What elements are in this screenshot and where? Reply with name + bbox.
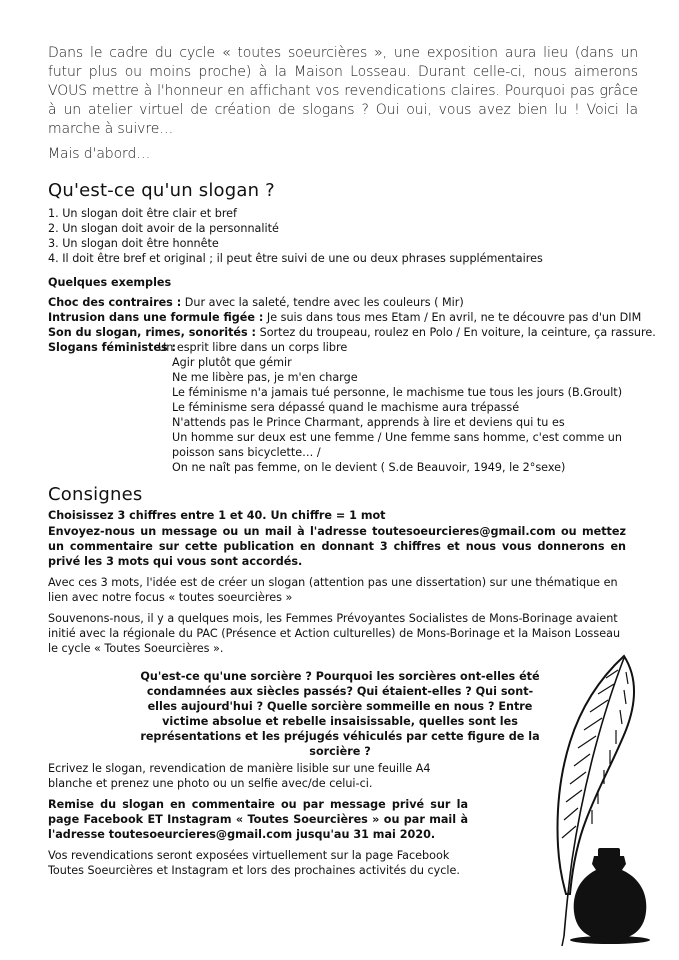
intro-mais-dabord: Mais d'abord… (48, 146, 151, 162)
example-text: Sortez du troupeau, roulez en Polo / En voiture, la ceinture, ça rassure. (256, 326, 656, 339)
consigne-write: Ecrivez le slogan, revendication de manière lisible sur une feuille A4 blanche et prenez une photo ou un selfie avec/de celui-ci. (48, 762, 431, 790)
quill-and-inkwell-icon (528, 650, 658, 950)
consigne-history: Souvenons-nous, il y a quelques mois, les Femmes Prévoyantes Socialistes de Mons-Borinage avaient initié avec la régionale du PAC (Présence et Action culturelles) de Mons-Borinage et la Maison Losseau le cycle « Toutes Soeurcières ». (48, 612, 621, 655)
examples-heading: Quelques exemples (48, 276, 172, 289)
consignes-title: Consignes (48, 484, 143, 505)
feminist-slogan: Un homme sur deux est une femme / Une femme sans homme, c'est comme un poisson sans bicyclette… / (172, 431, 622, 459)
consigne-exhibit: Vos revendications seront exposées virtuellement sur la page Facebook Toutes Soeurcières et Instagram et lors des prochaines activités du cycle. (48, 849, 460, 877)
feminist-slogan: Le féminisme sera dépassé quand le machisme aura trépassé (172, 401, 520, 414)
consigne-choose: Choisissez 3 chiffres entre 1 et 40. Un chiffre = 1 mot (48, 509, 386, 522)
feminist-slogan: Agir plutôt que gémir (172, 356, 292, 369)
feminist-slogan-lines (172, 355, 642, 475)
slogan-rule: 3. Un slogan doit être honnête (48, 237, 219, 250)
feminist-slogan: Le féminisme n'a jamais tué personne, le machisme tue tous les jours (B.Groult) (172, 386, 623, 399)
feminist-slogan: N'attends pas le Prince Charmant, apprends à lire et deviens qui tu es (172, 416, 565, 429)
example-row (48, 295, 648, 310)
intro-text (48, 44, 638, 164)
example-row (48, 310, 648, 325)
feminist-slogans-label: Slogans féministes : (48, 341, 177, 354)
slogan-rules-list (48, 206, 648, 266)
feminist-slogan: On ne naît pas femme, on le devient ( S.de Beauvoir, 1949, le 2°sexe) (172, 461, 566, 474)
example-row (48, 325, 656, 340)
example-label: Intrusion dans une formule figée : (48, 311, 264, 324)
consigne-send: Envoyez-nous un message ou un mail à l'adresse toutesoeurcieres@gmail.com ou mettez un commentaire sur cette publication en donnant 3 chiffres et nous vous donnerons en privé les 3 mots qui vous sont accordés. (48, 525, 626, 568)
examples-list (48, 295, 656, 340)
consigne-idea: Avec ces 3 mots, l'idée est de créer un slogan (attention pas une dissertation) sur une thématique en lien avec notre focus « toutes soeurcières » (48, 576, 618, 604)
intro-paragraph: Dans le cadre du cycle « toutes soeurcières », une exposition aura lieu (dans un futur plus ou moins proche) à la Maison Losseau. Durant celle-ci, nous aimerons VOUS mettre à l'honneur en affichant vos revendications claires. Pourquoi pas grâce à un atelier virtuel de création de slogans ? Oui oui, vous avez bien lu ! Voici la marche à suivre… (48, 45, 638, 137)
feminist-slogan: Ne me libère pas, je m'en charge (172, 371, 358, 384)
consigne-submit: Remise du slogan en commentaire ou par message privé sur la page Facebook ET Instagram « Toutes Soeurcières » ou par mail à l'adresse toutesoeurcieres@gmail.com jusqu'au 31 mai 2020. (48, 798, 468, 841)
sorciere-question: Qu'est-ce qu'une sorcière ? Pourquoi les sorcières ont-elles été condamnées aux siècles passés? Qui étaient-elles ? Qui sont-elles aujourd'hui ? Quelle sorcière sommeille en nous ? Entre victime absolue et rebelle insaisissable, quelles sont les représentations et les préjugés véhiculés par cette figure de la sorcière ? (140, 670, 540, 758)
example-label: Son du slogan, rimes, sonorités : (48, 326, 257, 339)
slogan-rule: 2. Un slogan doit avoir de la personnalité (48, 222, 279, 235)
example-label: Choc des contraires : (48, 296, 182, 309)
slogan-section-title: Qu'est-ce qu'un slogan ? (48, 180, 275, 201)
slogan-rule: 4. Il doit être bref et original ; il peut être suivi de une ou deux phrases supplémentaires (48, 252, 543, 265)
example-text: Je suis dans tous mes Etam / En avril, ne te découvre pas d'un DIM (263, 311, 642, 324)
example-text: Dur avec la saleté, tendre avec les couleurs ( Mir) (181, 296, 464, 309)
slogan-rule: 1. Un slogan doit être clair et bref (48, 207, 237, 220)
feminist-slogan: Un esprit libre dans un corps libre (158, 341, 348, 354)
